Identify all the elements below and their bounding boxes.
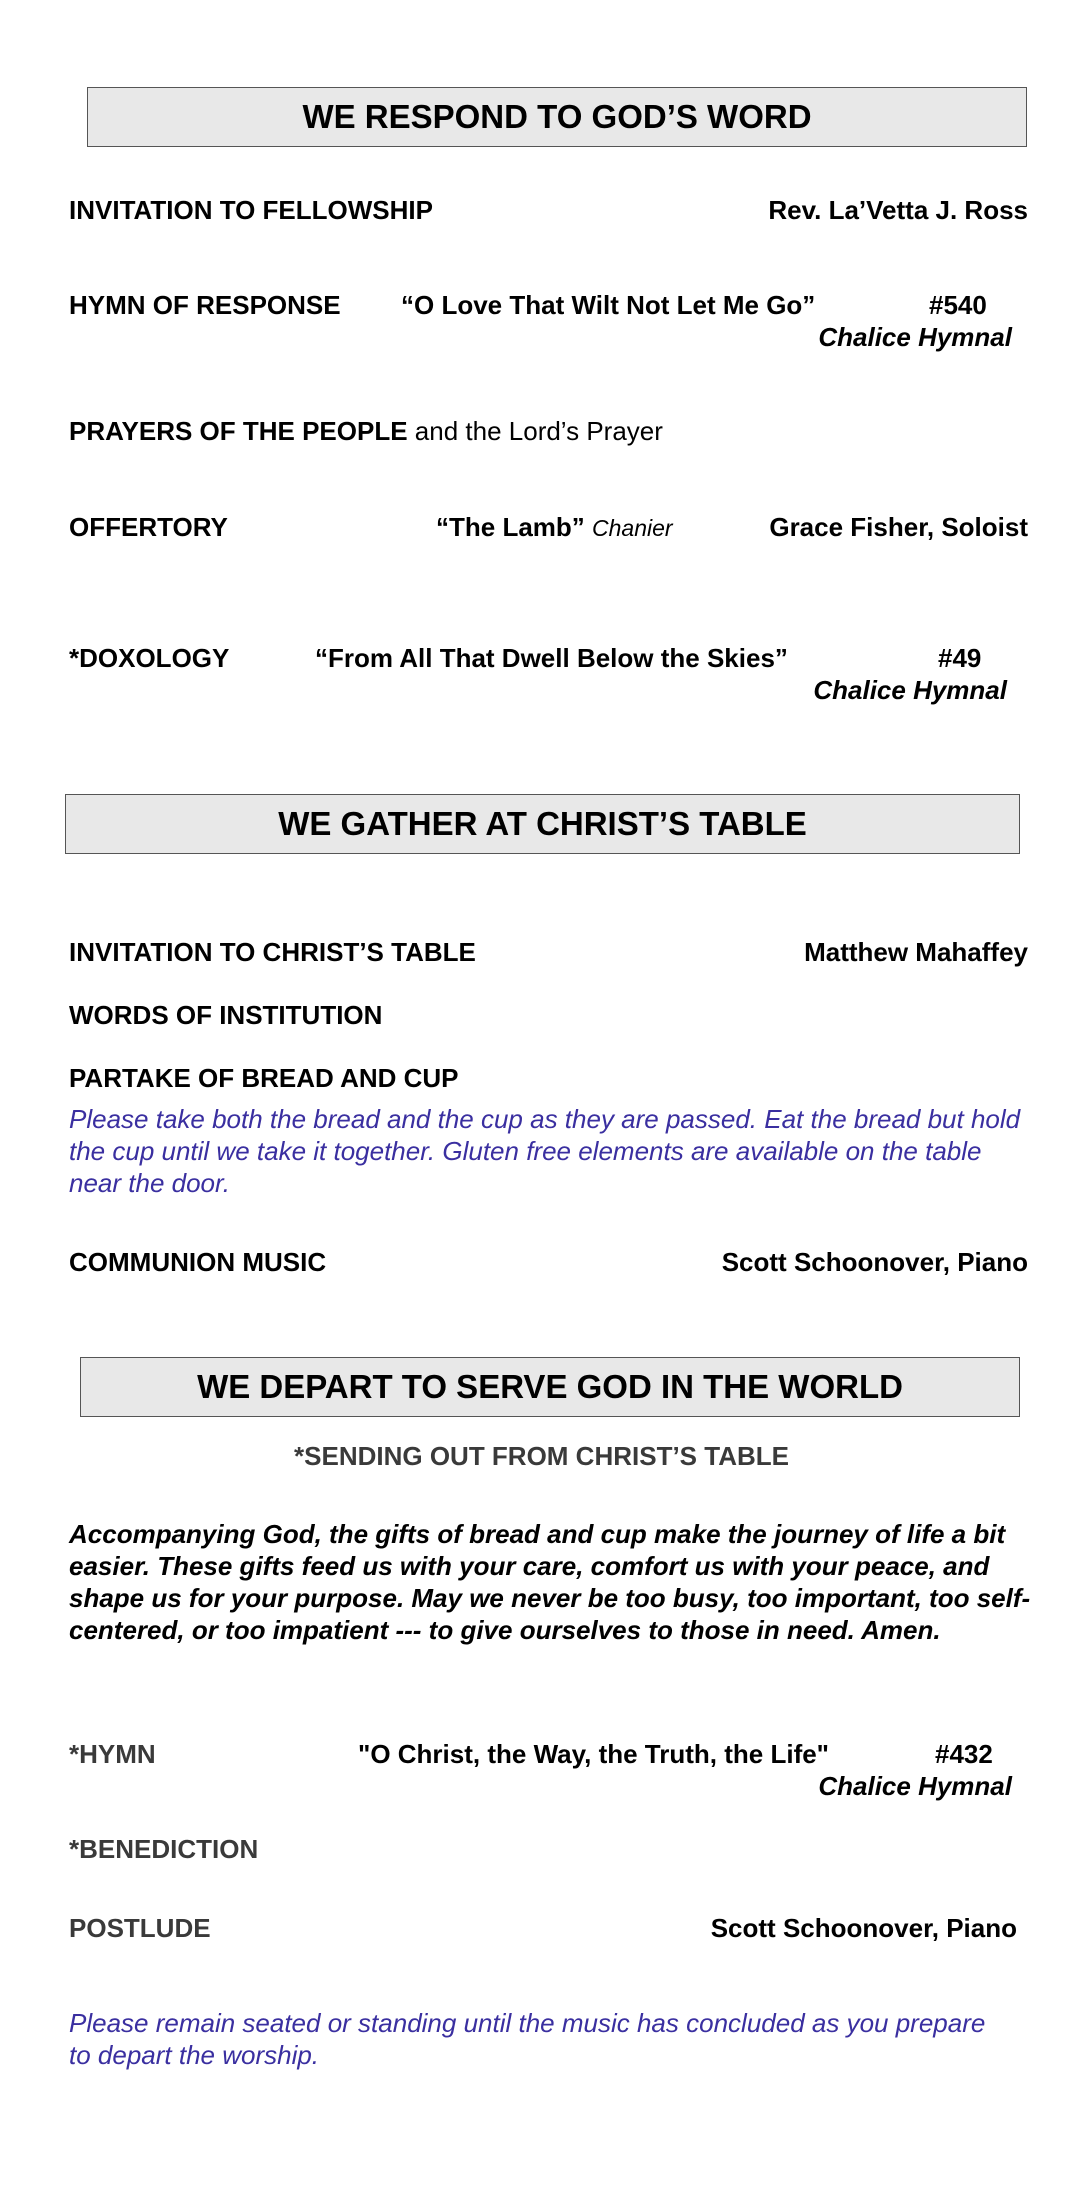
offertory-label: OFFERTORY <box>69 512 228 542</box>
offertory-piece <box>436 511 673 544</box>
institution-label: WORDS OF INSTITUTION <box>69 1000 383 1030</box>
prayers-line <box>69 415 663 447</box>
section-header-respond <box>87 87 1027 147</box>
fellowship-label: INVITATION TO FELLOWSHIP <box>69 195 433 225</box>
section-header-depart <box>80 1357 1020 1417</box>
prayers-suffix: and the Lord’s Prayer <box>414 416 663 446</box>
hymn-response-book: Chalice Hymnal <box>818 322 1012 352</box>
section-title-table: WE GATHER AT CHRIST’S TABLE <box>278 805 807 842</box>
section-title-respond: WE RESPOND TO GOD’S WORD <box>302 98 812 135</box>
hymn-response-label: HYMN OF RESPONSE <box>69 290 341 320</box>
fellowship-leader: Rev. La’Vetta J. Ross <box>768 195 1028 225</box>
doxology-label: *DOXOLOGY <box>69 643 230 673</box>
sending-out-heading: *SENDING OUT FROM CHRIST’S TABLE <box>294 1441 789 1471</box>
offertory-title: “The Lamb” <box>436 512 585 542</box>
sending-prayer: Accompanying God, the gifts of bread and cup make the journey of life a bit easier. These gifts feed us with your care, comfort us with your peace, and shape us for your purpose. May we never be too busy, too important, too self-centered, or too impatient --- to give ourselves to those in need. Amen. <box>69 1519 1031 1645</box>
closing-hymn-label: *HYMN <box>69 1739 156 1769</box>
offertory-composer: Chanier <box>592 515 673 541</box>
hymn-response-title: “O Love That Wilt Not Let Me Go” <box>401 290 816 320</box>
postlude-performer: Scott Schoonover, Piano <box>710 1913 1017 1943</box>
communion-music-performer: Scott Schoonover, Piano <box>721 1247 1028 1277</box>
offertory-performer: Grace Fisher, Soloist <box>769 512 1028 542</box>
hymn-response-number: #540 <box>929 290 987 320</box>
closing-note: Please remain seated or standing until the music has concluded as you prepare to depart the worship. <box>69 2008 986 2070</box>
section-header-table <box>65 794 1020 854</box>
closing-hymn-book: Chalice Hymnal <box>818 1771 1012 1801</box>
communion-music-label: COMMUNION MUSIC <box>69 1247 327 1277</box>
table-invitation-label: INVITATION TO CHRIST’S TABLE <box>69 937 476 967</box>
doxology-book: Chalice Hymnal <box>813 675 1007 705</box>
postlude-label: POSTLUDE <box>69 1913 211 1943</box>
doxology-number: #49 <box>938 643 982 673</box>
prayers-label: PRAYERS OF THE PEOPLE <box>69 416 408 446</box>
table-invitation-leader: Matthew Mahaffey <box>804 937 1028 967</box>
closing-hymn-title: "O Christ, the Way, the Truth, the Life" <box>358 1739 830 1769</box>
section-title-depart: WE DEPART TO SERVE GOD IN THE WORLD <box>197 1368 903 1405</box>
doxology-title: “From All That Dwell Below the Skies” <box>315 643 788 673</box>
partake-note: Please take both the bread and the cup as they are passed. Eat the bread but hold the cup until we take it together. Gluten free elements are available on the table near the door. <box>69 1104 1021 1198</box>
partake-label: PARTAKE OF BREAD AND CUP <box>69 1063 459 1093</box>
closing-hymn-number: #432 <box>935 1739 993 1769</box>
benediction-label: *BENEDICTION <box>69 1834 259 1864</box>
